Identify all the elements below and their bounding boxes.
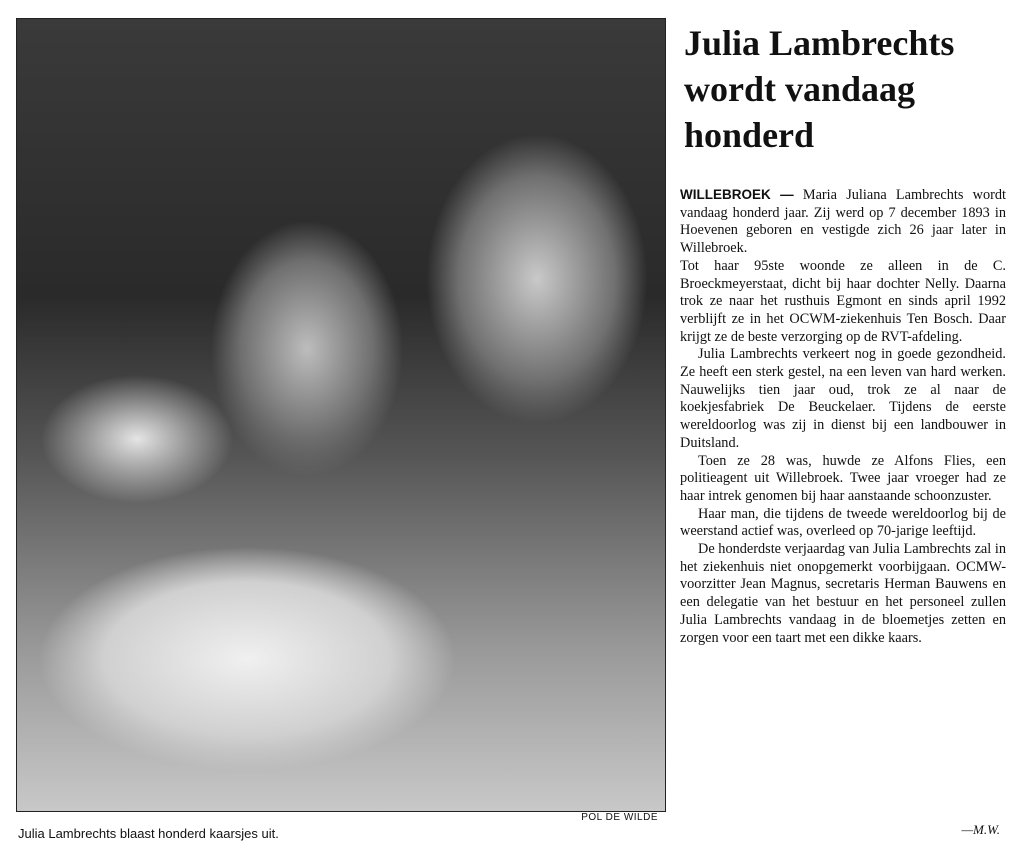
article-paragraph: Tot haar 95ste woonde ze alleen in de C. Broeckmeyerstaat, dicht bij haar dochter Nelly. Daarna trok ze naar het rusthuis Egmont en sinds april 1992 verblijft ze in het OCWM-ziekenhuis Ten Bosch. Daar krijgt ze de beste verzorging op de RVT-afdeling.	[680, 257, 1006, 345]
byline: —M.W.	[961, 822, 1000, 837]
paragraph-text: Maria Juliana Lambrechts wordt vandaag honderd jaar. Zij werd op 7 december 1893 in Hoevenen geboren en vestigde zich 26 jaar later in Willebroek.	[680, 187, 1006, 257]
article-paragraph: Haar man, die tijdens de tweede wereldoorlog bij de weerstand actief was, overleed op 70-jarige leeftijd.	[680, 505, 1006, 540]
photo-credit: POL DE WILDE	[581, 812, 658, 823]
article-body	[680, 186, 1006, 647]
article-headline: Julia Lambrechts wordt vandaag honderd	[684, 23, 955, 155]
article-paragraph: Julia Lambrechts verkeert nog in goede gezondheid. Ze heeft een sterk gestel, na een leven van hard werken. Nauwelijks tien jaar oud, trok ze al naar de koekjesfabriek De Beuckelaer. Tijdens de eerste wereldoorlog was zij in dienst bij een landbouwer in Duitsland.	[680, 346, 1006, 451]
article-photo	[16, 18, 666, 812]
photo-caption: Julia Lambrechts blaast honderd kaarsjes uit.	[18, 826, 279, 841]
article-paragraph: De honderdste verjaardag van Julia Lambrechts zal in het ziekenhuis niet onopgemerkt voorbijgaan. OCMW-voorzitter Jean Magnus, secretaris Herman Bauwens en een delegatie van het bestuur en het personeel zullen Julia Lambrechts vandaag in de bloemetjes zetten en zorgen voor een taart met een dikke kaars.	[680, 541, 1006, 646]
dateline: WILLEBROEK —	[680, 187, 794, 202]
article-paragraph	[680, 186, 1006, 258]
article-paragraph: Toen ze 28 was, huwde ze Alfons Flies, een politieagent uit Willebroek. Twee jaar vroeger had ze haar intrek genomen bij haar aanstaande schoonzuster.	[680, 452, 1006, 504]
